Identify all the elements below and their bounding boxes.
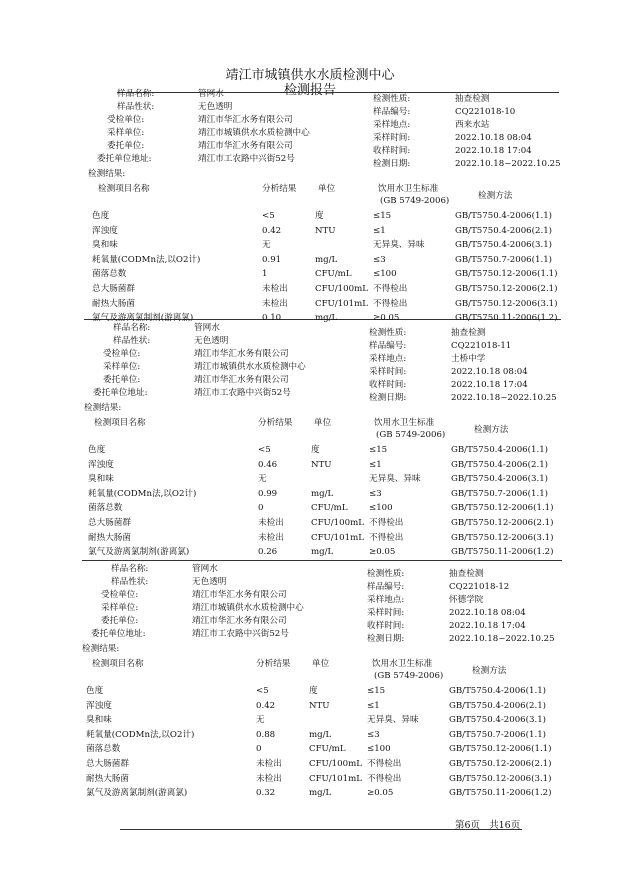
label-test-nature: 检测性质: xyxy=(367,569,405,579)
row-standard: ≤100 xyxy=(369,503,393,514)
row-result: 未检出 xyxy=(262,298,288,309)
row-method: GB/T5750.12-2006(2.1) xyxy=(451,518,554,528)
row-unit: CFU/101mL xyxy=(315,298,368,309)
value-sample-state: 无色透明 xyxy=(192,577,227,587)
value-receive-time: 2022.10.18 17:04 xyxy=(455,146,532,156)
label-test-date: 检测日期: xyxy=(373,159,411,169)
value-test-nature: 抽查检测 xyxy=(455,94,490,104)
label-receive-time: 收样时间: xyxy=(367,621,405,631)
row-result: 0.42 xyxy=(262,225,282,236)
value-entrusted-unit: 靖江市华汇水务有限公司 xyxy=(194,349,289,359)
row-item-name: 浑浊度 xyxy=(86,700,112,711)
column-header-result: 分析结果 xyxy=(258,418,293,428)
row-standard: 无异臭、异味 xyxy=(373,240,425,251)
row-standard: ≥0.05 xyxy=(367,788,394,799)
label-sample-no: 样品编号: xyxy=(367,582,405,592)
label-entrusted-unit: 受检单位: xyxy=(103,349,141,359)
label-sample-no: 样品编号: xyxy=(373,107,411,117)
value-sampling-time: 2022.10.18 08:04 xyxy=(449,608,526,618)
column-header-standard-code: (GB 5749-2006) xyxy=(380,196,450,206)
row-method: GB/T5750.12-2006(3.1) xyxy=(449,773,552,784)
label-client-unit: 委托单位: xyxy=(101,616,139,626)
row-standard: 不得检出 xyxy=(369,518,404,528)
column-header-result: 分析结果 xyxy=(262,184,297,194)
label-sampling-unit: 采样单位: xyxy=(101,603,139,613)
label-client-address: 委托单位地址: xyxy=(93,388,148,398)
label-client-address: 委托单位地址: xyxy=(97,154,152,164)
value-test-date: 2022.10.18~2022.10.25 xyxy=(455,159,561,169)
column-header-item: 检测项目名称 xyxy=(92,659,144,669)
row-standard: 无异臭、异味 xyxy=(367,715,419,726)
column-header-unit: 单位 xyxy=(312,659,330,669)
row-method: GB/T5750.12-2006(2.1) xyxy=(455,284,558,294)
row-standard: ≥0.05 xyxy=(373,313,400,324)
row-result: 0.88 xyxy=(256,729,276,740)
label-entrusted-unit: 受检单位: xyxy=(101,590,139,600)
label-client-unit: 委托单位: xyxy=(103,375,141,385)
row-method: GB/T5750.11-2006(1.2) xyxy=(449,788,552,799)
row-result: 未检出 xyxy=(262,284,288,294)
row-standard: ≤100 xyxy=(367,744,391,755)
row-method: GB/T5750.4-2006(3.1) xyxy=(451,474,549,485)
row-unit: mg/L xyxy=(311,547,334,558)
value-sample-name: 管网水 xyxy=(198,89,224,99)
row-unit: CFU/100mL xyxy=(315,284,368,294)
column-header-method: 检测方法 xyxy=(478,191,513,201)
row-item-name: 浑浊度 xyxy=(88,459,114,470)
row-standard: ≤3 xyxy=(373,254,386,265)
row-standard: ≥0.05 xyxy=(369,547,396,558)
row-standard: 不得检出 xyxy=(367,773,402,784)
row-unit: mg/L xyxy=(311,488,334,499)
column-header-item: 检测项目名称 xyxy=(94,418,146,428)
column-header-standard-code: (GB 5749-2006) xyxy=(374,671,444,681)
label-entrusted-unit: 受检单位: xyxy=(107,115,145,125)
row-item-name: 氯气及游离氯制剂(游离氯) xyxy=(86,788,188,799)
row-result: 0.26 xyxy=(258,547,278,558)
value-receive-time: 2022.10.18 17:04 xyxy=(449,621,526,631)
value-sample-no: CQ221018-11 xyxy=(451,341,512,351)
row-item-name: 耐热大肠菌 xyxy=(86,773,129,784)
value-sample-no: CQ221018-12 xyxy=(449,582,510,592)
row-unit: CFU/100mL xyxy=(311,518,364,528)
value-sampling-site: 怀德学院 xyxy=(449,595,484,605)
row-standard: ≤15 xyxy=(367,686,386,696)
row-method: GB/T5750.4-2006(1.1) xyxy=(455,211,553,221)
row-result: 0.99 xyxy=(258,488,278,499)
row-method: GB/T5750.4-2006(2.1) xyxy=(455,225,553,236)
row-method: GB/T5750.4-2006(2.1) xyxy=(451,459,549,470)
row-item-name: 浑浊度 xyxy=(92,225,118,236)
value-test-date: 2022.10.18~2022.10.25 xyxy=(451,393,557,403)
label-sample-name: 样品名称: xyxy=(111,564,149,574)
label-sample-state: 样品性状: xyxy=(113,336,151,346)
row-item-name: 耗氧量(CODMn法,以O2计) xyxy=(86,729,195,740)
value-sample-state: 无色透明 xyxy=(198,102,233,112)
column-header-method: 检测方法 xyxy=(474,425,509,435)
value-sample-no: CQ221018-10 xyxy=(455,107,516,117)
row-standard: ≤15 xyxy=(369,445,388,455)
row-unit: 度 xyxy=(311,445,320,455)
row-item-name: 菌落总数 xyxy=(88,503,123,514)
column-header-standard: 饮用水卫生标准 xyxy=(378,184,439,194)
label-receive-time: 收样时间: xyxy=(373,146,411,156)
row-item-name: 色度 xyxy=(92,211,110,221)
column-header-unit: 单位 xyxy=(318,184,336,194)
value-sampling-unit: 靖江市城镇供水水质检测中心 xyxy=(198,128,310,138)
row-method: GB/T5750.12-2006(3.1) xyxy=(451,532,554,543)
column-header-standard-code: (GB 5749-2006) xyxy=(376,430,446,440)
column-header-method: 检测方法 xyxy=(472,666,507,676)
row-item-name: 总大肠菌群 xyxy=(86,759,129,769)
value-sampling-site: 土桥中学 xyxy=(451,354,486,364)
label-sample-state: 样品性状: xyxy=(117,102,155,112)
row-method: GB/T5750.12-2006(3.1) xyxy=(455,298,558,309)
value-sampling-time: 2022.10.18 08:04 xyxy=(455,133,532,143)
row-standard: 不得检出 xyxy=(367,759,402,769)
row-item-name: 色度 xyxy=(86,686,104,696)
label-test-date: 检测日期: xyxy=(367,634,405,644)
label-sampling-site: 采样地点: xyxy=(367,595,405,605)
row-result: <5 xyxy=(262,211,275,221)
label-sampling-site: 采样地点: xyxy=(373,120,411,130)
row-standard: ≤1 xyxy=(369,459,382,470)
row-method: GB/T5750.11-2006(1.2) xyxy=(455,313,558,324)
label-test-nature: 检测性质: xyxy=(369,328,407,338)
label-sample-no: 样品编号: xyxy=(369,341,407,351)
label-sample-state: 样品性状: xyxy=(111,577,149,587)
row-result: 未检出 xyxy=(256,773,282,784)
row-unit: CFU/101mL xyxy=(309,773,362,784)
row-result: 0 xyxy=(258,503,264,514)
row-method: GB/T5750.4-2006(3.1) xyxy=(449,715,547,726)
row-method: GB/T5750.12-2006(1.1) xyxy=(449,744,552,755)
row-result: 无 xyxy=(256,715,265,726)
label-sampling-time: 采样时间: xyxy=(367,608,405,618)
row-result: 未检出 xyxy=(258,518,284,528)
label-test-nature: 检测性质: xyxy=(373,94,411,104)
row-unit: mg/L xyxy=(309,729,332,740)
value-sampling-site: 西来水站 xyxy=(455,120,490,130)
value-test-nature: 抽查检测 xyxy=(449,569,484,579)
row-method: GB/T5750.7-2006(1.1) xyxy=(451,488,549,499)
sample-record xyxy=(0,320,616,560)
label-sampling-unit: 采样单位: xyxy=(107,128,145,138)
value-entrusted-unit: 靖江市华汇水务有限公司 xyxy=(198,115,293,125)
row-standard: ≤1 xyxy=(367,700,380,711)
value-client-unit: 靖江市华汇水务有限公司 xyxy=(192,616,287,626)
row-method: GB/T5750.4-2006(2.1) xyxy=(449,700,547,711)
results-heading: 检测结果: xyxy=(84,403,122,413)
column-header-item: 检测项目名称 xyxy=(98,184,150,194)
row-method: GB/T5750.4-2006(1.1) xyxy=(449,686,547,696)
value-sample-name: 管网水 xyxy=(194,323,220,333)
label-sample-name: 样品名称: xyxy=(117,89,155,99)
row-result: 0.42 xyxy=(256,700,276,711)
value-client-unit: 靖江市华汇水务有限公司 xyxy=(198,141,293,151)
value-test-nature: 抽查检测 xyxy=(451,328,486,338)
row-unit: NTU xyxy=(309,700,330,711)
value-sample-state: 无色透明 xyxy=(194,336,229,346)
column-header-standard: 饮用水卫生标准 xyxy=(374,418,435,428)
label-sampling-time: 采样时间: xyxy=(369,367,407,377)
row-standard: 无异臭、异味 xyxy=(369,474,421,485)
label-sampling-unit: 采样单位: xyxy=(103,362,141,372)
row-item-name: 总大肠菌群 xyxy=(92,284,135,294)
row-unit: CFU/101mL xyxy=(311,532,364,543)
row-item-name: 总大肠菌群 xyxy=(88,518,131,528)
value-receive-time: 2022.10.18 17:04 xyxy=(451,380,528,390)
row-unit: CFU/mL xyxy=(315,269,352,280)
row-item-name: 氯气及游离氯制剂(游离氯) xyxy=(88,547,190,558)
row-method: GB/T5750.12-2006(1.1) xyxy=(455,269,558,280)
row-method: GB/T5750.12-2006(1.1) xyxy=(451,503,554,514)
row-result: 0.10 xyxy=(262,313,282,324)
center-title: 靖江市城镇供水水质检测中心 xyxy=(225,68,395,83)
label-sample-name: 样品名称: xyxy=(113,323,151,333)
row-result: 0.46 xyxy=(258,459,278,470)
value-sampling-unit: 靖江市城镇供水水质检测中心 xyxy=(192,603,304,613)
value-entrusted-unit: 靖江市华汇水务有限公司 xyxy=(192,590,287,600)
row-item-name: 菌落总数 xyxy=(92,269,127,280)
row-standard: 不得检出 xyxy=(369,532,404,543)
row-item-name: 耐热大肠菌 xyxy=(92,298,135,309)
row-method: GB/T5750.7-2006(1.1) xyxy=(449,729,547,740)
row-result: 1 xyxy=(262,269,268,280)
row-item-name: 耗氧量(CODMn法,以O2计) xyxy=(92,254,201,265)
row-result: 0.32 xyxy=(256,788,276,799)
row-item-name: 色度 xyxy=(88,445,106,455)
row-result: 无 xyxy=(258,474,267,485)
row-item-name: 臭和味 xyxy=(88,474,114,485)
results-heading: 检测结果: xyxy=(88,169,126,179)
row-item-name: 耗氧量(CODMn法,以O2计) xyxy=(88,488,197,499)
row-method: GB/T5750.11-2006(1.2) xyxy=(451,547,554,558)
row-result: <5 xyxy=(256,686,269,696)
value-sampling-unit: 靖江市城镇供水水质检测中心 xyxy=(194,362,306,372)
page-number: 第6页 共16页 xyxy=(455,820,521,831)
row-item-name: 菌落总数 xyxy=(86,744,121,755)
results-heading: 检测结果: xyxy=(82,644,120,654)
value-sample-name: 管网水 xyxy=(192,564,218,574)
row-unit: mg/L xyxy=(309,788,332,799)
value-client-address: 靖江市工农路中兴街52号 xyxy=(194,388,291,398)
row-item-name: 耐热大肠菌 xyxy=(88,532,131,543)
value-sampling-time: 2022.10.18 08:04 xyxy=(451,367,528,377)
row-unit: mg/L xyxy=(315,313,338,324)
row-unit: NTU xyxy=(315,225,336,236)
column-header-standard: 饮用水卫生标准 xyxy=(372,659,433,669)
row-unit: CFU/100mL xyxy=(309,759,362,769)
sample-record xyxy=(0,561,614,801)
row-result: 无 xyxy=(262,240,271,251)
row-method: GB/T5750.12-2006(2.1) xyxy=(449,759,552,769)
row-method: GB/T5750.4-2006(3.1) xyxy=(455,240,553,251)
column-header-result: 分析结果 xyxy=(256,659,291,669)
row-standard: ≤3 xyxy=(369,488,382,499)
value-test-date: 2022.10.18~2022.10.25 xyxy=(449,634,555,644)
row-unit: CFU/mL xyxy=(311,503,348,514)
label-receive-time: 收样时间: xyxy=(369,380,407,390)
row-item-name: 臭和味 xyxy=(92,240,118,251)
value-client-unit: 靖江市华汇水务有限公司 xyxy=(194,375,289,385)
row-unit: mg/L xyxy=(315,254,338,265)
row-standard: ≤1 xyxy=(373,225,386,236)
row-unit: 度 xyxy=(309,686,318,696)
value-client-address: 靖江市工农路中兴街52号 xyxy=(198,154,295,164)
row-result: <5 xyxy=(258,445,271,455)
label-test-date: 检测日期: xyxy=(369,393,407,403)
row-standard: ≤15 xyxy=(373,211,392,221)
row-item-name: 氯气及游离氯制剂(游离氯) xyxy=(92,313,194,324)
row-result: 未检出 xyxy=(258,532,284,543)
column-header-unit: 单位 xyxy=(314,418,332,428)
label-client-unit: 委托单位: xyxy=(107,141,145,151)
row-result: 0.91 xyxy=(262,254,282,265)
report-title: 检测报告 xyxy=(283,83,336,98)
label-sampling-site: 采样地点: xyxy=(369,354,407,364)
value-client-address: 靖江市工农路中兴街52号 xyxy=(192,629,289,639)
label-client-address: 委托单位地址: xyxy=(91,629,146,639)
row-standard: 不得检出 xyxy=(373,284,408,294)
row-unit: CFU/mL xyxy=(309,744,346,755)
row-item-name: 臭和味 xyxy=(86,715,112,726)
row-unit: 度 xyxy=(315,211,324,221)
row-method: GB/T5750.7-2006(1.1) xyxy=(455,254,553,265)
row-unit: NTU xyxy=(311,459,332,470)
row-result: 0 xyxy=(256,744,262,755)
label-sampling-time: 采样时间: xyxy=(373,133,411,143)
row-method: GB/T5750.4-2006(1.1) xyxy=(451,445,549,455)
sample-record xyxy=(0,86,620,326)
row-standard: 不得检出 xyxy=(373,298,408,309)
row-standard: ≤3 xyxy=(367,729,380,740)
row-result: 未检出 xyxy=(256,759,282,769)
row-standard: ≤100 xyxy=(373,269,397,280)
